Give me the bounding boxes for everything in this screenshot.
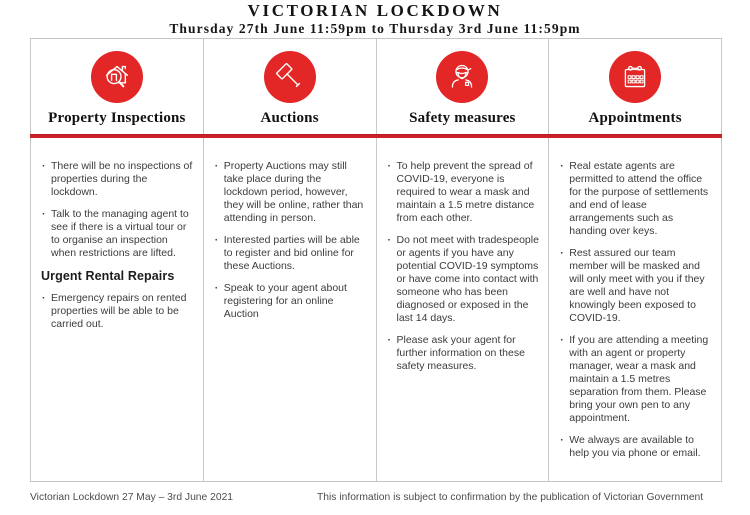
masked-person-icon (442, 57, 482, 97)
bullet-list (41, 160, 194, 260)
column-body (377, 146, 549, 373)
icon-circle (91, 51, 143, 103)
bullet-item: · Real estate agents are permitted to attend the office for the purpose of settlements and end of lease arrangements such as handing over keys. (559, 160, 712, 238)
footer-date-range: Victorian Lockdown 27 May – 3rd June 2021 (30, 492, 234, 503)
column-safety-measures (376, 39, 549, 481)
bullet-item: · We always are available to help you via phone or email. (559, 434, 712, 460)
bullet-list (387, 160, 540, 373)
column-property-inspections (31, 39, 203, 481)
icon-circle (436, 51, 488, 103)
bullet-item: · Do not meet with tradespeople or agents if you have any potential COVID-19 symptoms or have come into contact with someone who has been diagnosed or exposed in the last 14 days. (387, 234, 540, 325)
column-body (204, 146, 376, 321)
info-table (30, 38, 722, 482)
column-header (549, 51, 721, 146)
bullet-item: · Talk to the managing agent to see if there is a virtual tour or to organise an inspection when restrictions are lifted. (41, 208, 194, 260)
house-search-icon (97, 57, 137, 97)
red-divider-line (30, 134, 722, 138)
column-header (204, 51, 376, 146)
calendar-icon (615, 57, 655, 97)
column-auctions (203, 39, 376, 481)
page-subtitle: Thursday 27th June 11:59pm to Thursday 3rd June 11:59pm (169, 21, 581, 36)
page-header (0, 0, 750, 37)
column-title: Auctions (260, 110, 319, 126)
subheading-urgent-rental-repairs: Urgent Rental Repairs (41, 269, 175, 283)
bullet-item: · To help prevent the spread of COVID-19, everyone is required to wear a mask and maintain a 1.5 metre distance from each other. (387, 160, 540, 225)
bullet-item: · Interested parties will be able to register and bid online for these Auctions. (214, 234, 367, 273)
bullet-list (214, 160, 367, 321)
bullet-item: · Speak to your agent about registering for an online Auction (214, 282, 367, 321)
column-title: Appointments (588, 110, 682, 126)
bullet-item: · Emergency repairs on rented properties will be able to be carried out. (41, 292, 194, 331)
column-body (549, 146, 721, 460)
footer-disclaimer: This information is subject to confirmation by the publication of Victorian Government (317, 492, 704, 503)
bullet-item: · There will be no inspections of properties during the lockdown. (41, 160, 194, 199)
column-header (31, 51, 203, 146)
column-body (31, 146, 203, 331)
bullet-item: · Please ask your agent for further information on these safety measures. (387, 334, 540, 373)
icon-circle (264, 51, 316, 103)
page-title: VICTORIAN LOCKDOWN (247, 1, 503, 20)
column-title: Property Inspections (48, 110, 186, 126)
column-title: Safety measures (409, 110, 516, 126)
bullet-list (41, 292, 194, 331)
bullet-list (559, 160, 712, 460)
column-appointments (548, 39, 721, 481)
gavel-icon (270, 57, 310, 97)
bullet-item: · If you are attending a meeting with an agent or property manager, wear a mask and maintain a 1.5 metres separation from them. Please bring your own pen to any appointment. (559, 334, 712, 425)
column-header (377, 51, 549, 146)
icon-circle (609, 51, 661, 103)
bullet-item: · Property Auctions may still take place during the lockdown period, however, they will be online, rather than attending in person. (214, 160, 367, 225)
bullet-item: · Rest assured our team member will be masked and will only meet with you if they are well and have not knowingly been exposed to COVID-19. (559, 247, 712, 325)
